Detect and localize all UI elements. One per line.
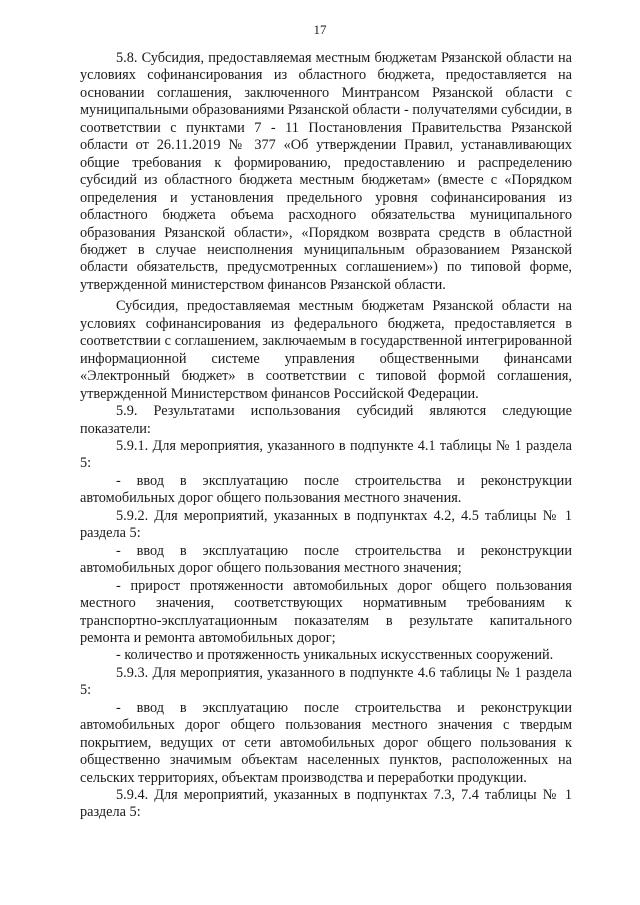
- paragraph-5-9-4: 5.9.4. Для мероприятий, указанных в подпунктах 7.3, 7.4 таблицы № 1 раздела 5:: [80, 787, 572, 821]
- document-body: [80, 50, 572, 822]
- list-item: - прирост протяженности автомобильных дорог общего пользования местного значения, соответствующих нормативным требованиям к транспортно-эксплуатационным показателям в результате капитального ремонта и ремонта автомобильных дорог;: [80, 577, 572, 646]
- paragraph-5-8: 5.8. Субсидия, предоставляемая местным бюджетам Рязанской области на условиях софинансирования из областного бюджета, предоставляется на основании соглашения, заключенного Минтрансом Рязанской области с муниципальными образованиями Рязанской области - получателями субсидии, в соответствии с пунктами 7 - 11 Постановления Правительства Рязанской области от 26.11.2019 № 377 «Об утверждении Правил, устанавливающих общие требования к формированию, предоставлению и распределению субсидий из областного бюджета местным бюджетам» (вместе с «Порядком определения и установления предельного уровня софинансирования из областного бюджета объема расходного обязательства муниципального образования Рязанской области», «Порядком возврата средств в областной бюджет в случае неисполнения муниципальным образованием Рязанской области обязательств, предусмотренных соглашением») по типовой форме, утвержденной министерством финансов Рязанской области.: [80, 50, 572, 293]
- page-number: 17: [313, 22, 327, 37]
- paragraph-5-9-2: 5.9.2. Для мероприятий, указанных в подпунктах 4.2, 4.5 таблицы № 1 раздела 5:: [80, 507, 572, 542]
- list-item: - ввод в эксплуатацию после строительства и реконструкции автомобильных дорог общего пользования местного значения с твердым покрытием, ведущих от сети автомобильных дорог общего пользования к общественно значимым объектам населенных пунктов, расположенных на сельских территориях, объектам производства и переработки продукции.: [80, 699, 572, 786]
- list-item: - ввод в эксплуатацию после строительства и реконструкции автомобильных дорог общего пользования местного значения.: [80, 472, 572, 507]
- list-item: - ввод в эксплуатацию после строительства и реконструкции автомобильных дорог общего пользования местного значения;: [80, 542, 572, 577]
- paragraph-5-9: 5.9. Результатами использования субсидий являются следующие показатели:: [80, 403, 572, 437]
- list-item: - количество и протяженность уникальных искусственных сооружений.: [116, 647, 554, 664]
- paragraph-federal-subsidy: Субсидия, предоставляемая местным бюджетам Рязанской области на условиях софинансирования из федерального бюджета, предоставляется в соответствии с соглашением, заключаемым в государственной интегрированной информационной системе управления общественными финансами «Электронный бюджет» в соответствии с типовой формой соглашения, утвержденной Министерством финансов Российской Федерации.: [80, 298, 572, 402]
- paragraph-5-9-3: 5.9.3. Для мероприятия, указанного в подпункте 4.6 таблицы № 1 раздела 5:: [80, 664, 572, 699]
- paragraph-5-9-1: 5.9.1. Для мероприятия, указанного в подпункте 4.1 таблицы № 1 раздела 5:: [80, 437, 572, 472]
